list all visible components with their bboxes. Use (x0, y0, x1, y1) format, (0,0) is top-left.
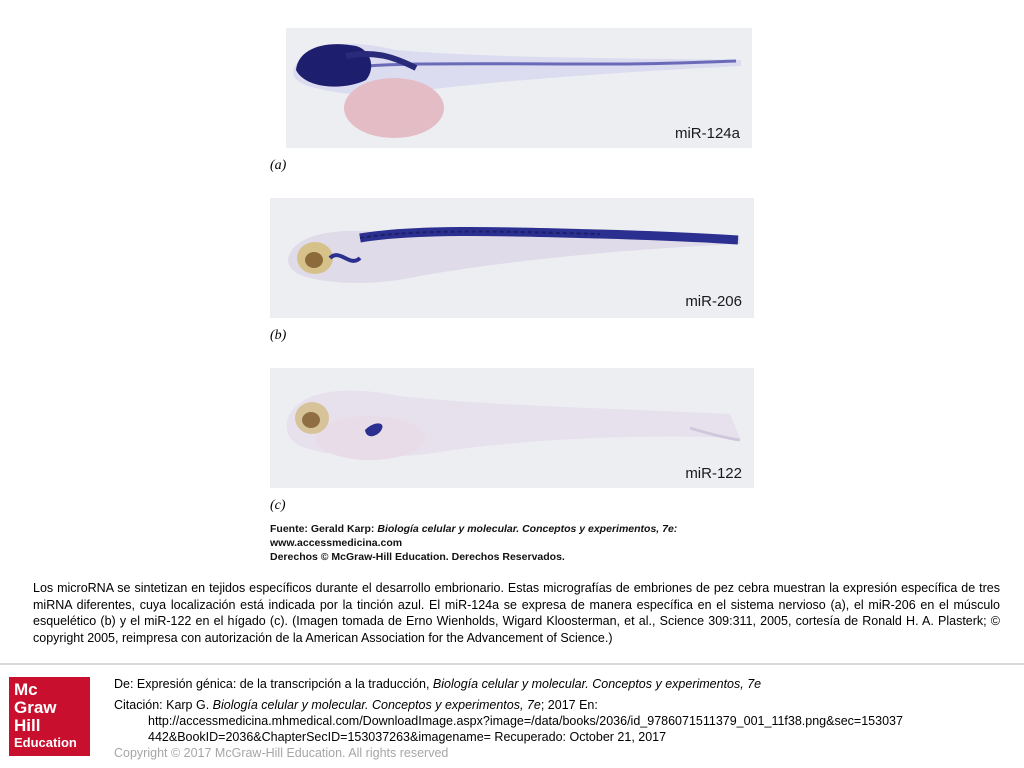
micrograph-mir-124a (286, 28, 752, 148)
panel-a (270, 28, 754, 188)
mcgraw-hill-logo (9, 677, 90, 756)
from-book: Biología celular y molecular. Conceptos y experimentos, 7e (432, 677, 762, 691)
mirna-label: miR-124a (674, 125, 740, 142)
cit-book: Biología celular y molecular. Conceptos y experimentos, 7e (212, 698, 541, 712)
panel-b (270, 198, 754, 368)
panel-c (270, 368, 754, 528)
mirna-label: miR-206 (685, 293, 742, 310)
logo-line: Mc (14, 680, 38, 699)
figure-caption: Los microRNA se sintetizan en tejidos específicos durante el desarrollo embrionario. Estas micrografías de embriones de pez cebra muestran la expresión específica de tres miRNA diferentes, cuya localización está indicada por la tinción azul. El miR-124a se expresa de manera específica en el sistema nervioso (a), el miR-206 en el músculo esquelético (b) y el miR-122 en el hígado (c). (Imagen tomada de Erno Wienholds, Wigard Kloosterman, et al., Science 309:311, 2005, cortesía de Ronald H. A. Plasterk; © copyright 2005, reimpresa con autorización de la American Association for the Advancement of Science.) (33, 581, 1000, 645)
citation-line (114, 697, 598, 713)
figure (270, 28, 754, 528)
citation-url-line-1[interactable]: http://accessmedicina.mhmedical.com/DownloadImage.aspx?image=/data/books/2036/id_9786071511379_001_11f38.png&sec=153037 (148, 714, 903, 728)
micrograph-mir-206 (270, 198, 754, 318)
image-source-note (270, 522, 760, 564)
source-rights: Derechos © McGraw-Hill Education. Derechos Reservados. (270, 551, 565, 563)
source-url: www.accessmedicina.com (270, 537, 403, 549)
source-book: Biología celular y molecular. Conceptos y experimentos, 7e: (377, 523, 678, 535)
citation-url-line-2[interactable]: 442&BookID=2036&ChapterSecID=153037263&imagename= Recuperado: October 21, 2017 (148, 730, 667, 744)
footer-divider (0, 663, 1024, 665)
micrograph-mir-122 (270, 368, 754, 488)
logo-line: Hill (14, 716, 41, 735)
cit-suffix: ; 2017 En: (540, 698, 598, 712)
cit-prefix: Citación: Karp G. (114, 698, 213, 712)
panel-label: (b) (270, 328, 287, 343)
from-prefix: De: Expresión génica: de la transcripción a la traducción, (114, 677, 433, 691)
copyright-notice: Copyright © 2017 McGraw-Hill Education. All rights reserved (114, 746, 449, 760)
logo-line: Education (14, 735, 77, 750)
source-prefix: Fuente: Gerald Karp: (270, 523, 378, 535)
panel-label: (c) (270, 498, 286, 513)
logo-line: Graw (14, 698, 57, 717)
panel-label: (a) (270, 158, 287, 173)
mirna-label: miR-122 (685, 465, 742, 482)
citation-from (114, 676, 761, 692)
